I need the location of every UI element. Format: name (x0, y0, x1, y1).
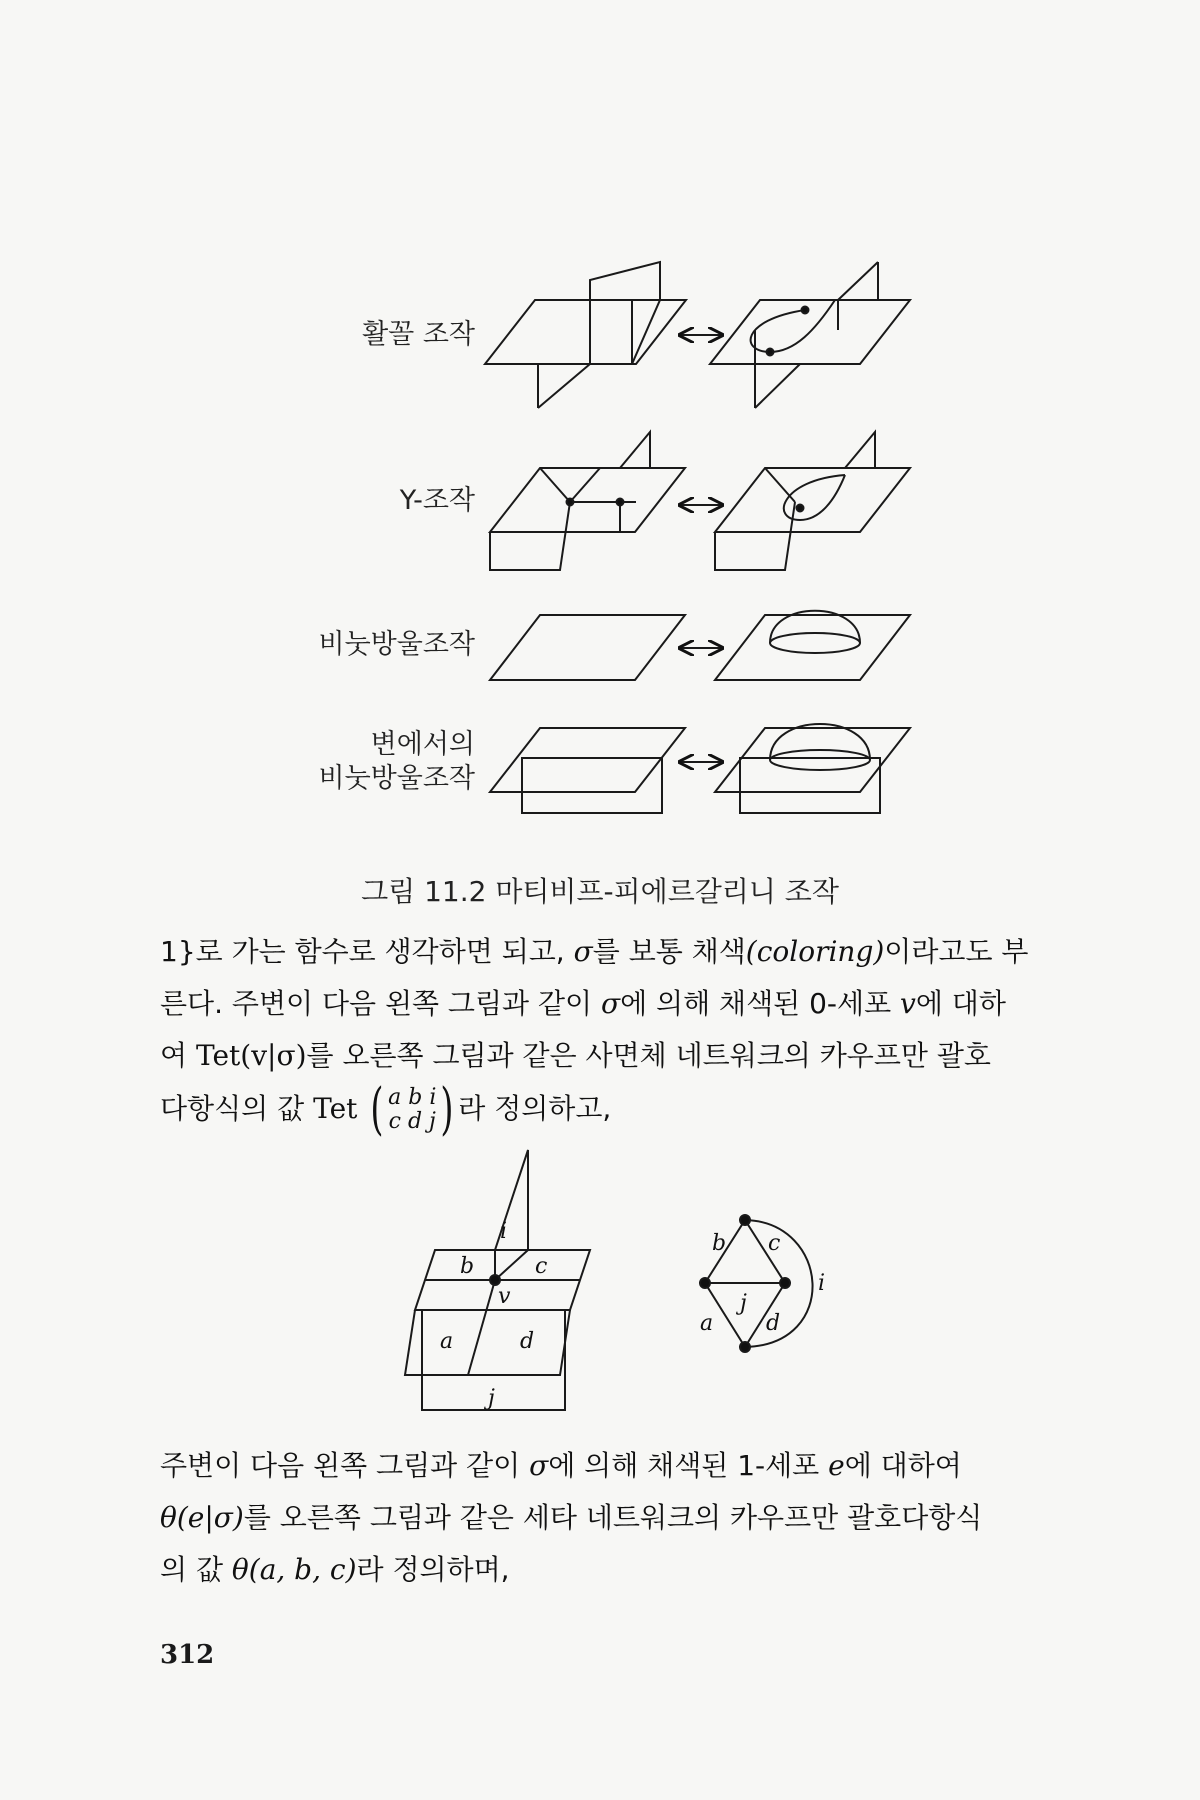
text: 다항식의 값 (160, 1092, 305, 1125)
label-edge-bubble-line1: 변에서의 (370, 729, 475, 760)
bubble-move-right (715, 611, 910, 680)
v-symbol: v (900, 987, 916, 1020)
para2-line3 (160, 1544, 1065, 1596)
label-i-left: i (500, 1219, 508, 1244)
tet-matrix: ( a b i c d j ) (370, 1077, 454, 1142)
bubble-move-left (490, 615, 685, 680)
sigma-symbol: σ (573, 935, 593, 968)
label-y-move: Y-조작 (399, 485, 475, 516)
para1-line2 (160, 978, 1065, 1030)
para2-line1 (160, 1440, 1065, 1492)
label-bubble-move: 비눗방울조작 (318, 629, 475, 660)
matrix-bottom-row: c d j (388, 1109, 436, 1134)
paragraph-1 (160, 926, 1065, 1142)
label-c-right: c (768, 1231, 781, 1256)
e-symbol: e (828, 1449, 845, 1482)
text: 를 오른쪽 그림과 같은 사면체 네트워크의 카우프만 괄호 (306, 1039, 991, 1072)
matrix-top-row: a b i (388, 1085, 437, 1110)
sigma-symbol: σ (529, 1449, 549, 1482)
para1-line1 (160, 926, 1065, 978)
theta-value: θ(a, b, c) (231, 1553, 357, 1586)
text: 를 보통 채색 (592, 935, 746, 968)
label-d-left: d (520, 1329, 535, 1354)
label-edge-bubble-move (260, 728, 475, 796)
label-b-left: b (460, 1254, 475, 1279)
label-d-right: d (766, 1311, 781, 1336)
lune-move-left (485, 262, 686, 408)
coloring-term: (coloring) (745, 935, 885, 968)
edge-bubble-move-left (490, 728, 685, 813)
tet-expression: Tet(v|σ) (195, 1039, 307, 1072)
para1-line3 (160, 1030, 1065, 1082)
edge-bubble-move-right (715, 724, 910, 813)
para2-line2 (160, 1492, 1065, 1544)
paragraph-2 (160, 1440, 1065, 1596)
vertex-tetrahedron-figure (0, 1140, 1200, 1430)
page-number: 312 (160, 1640, 215, 1670)
text: 를 오른쪽 그림과 같은 세타 네트워크의 카우프만 괄호다항식 (243, 1501, 983, 1534)
text: 에 대하 (915, 987, 1006, 1020)
text: 에 대하여 (844, 1449, 962, 1482)
text: 의 값 (160, 1553, 223, 1586)
label-a-right: a (700, 1311, 714, 1336)
label-lune-move: 활꼴 조작 (362, 319, 475, 350)
sigma-symbol: σ (600, 987, 621, 1020)
text: 라 정의하며, (356, 1553, 510, 1586)
label-v-left: v (498, 1284, 511, 1309)
text: 른다. 주변이 다음 왼쪽 그림과 같이 (160, 987, 593, 1020)
text: 주변이 다음 왼쪽 그림과 같이 (160, 1449, 521, 1482)
figure-11-2-diagram (0, 0, 1200, 860)
y-move-left (490, 432, 685, 570)
label-a-left: a (440, 1329, 454, 1354)
figure-caption: 그림 11.2 마티비프-피에르갈리니 조작 (361, 875, 839, 908)
text: 에 의해 채색된 1-세포 (548, 1449, 820, 1482)
label-i-right: i (818, 1271, 826, 1296)
label-b-right: b (712, 1231, 727, 1256)
label-edge-bubble-line2: 비눗방울조작 (318, 763, 475, 794)
text: 라 정의하고, (458, 1092, 612, 1125)
text: 1}로 가는 함수로 생각하면 되고, (160, 935, 565, 968)
lune-move-right (710, 262, 910, 408)
label-j-right: j (740, 1291, 747, 1316)
label-c-left: c (535, 1254, 548, 1279)
text: 에 의해 채색된 0-세포 (620, 987, 892, 1020)
text: 이라고도 부 (884, 935, 1029, 968)
y-move-right (715, 432, 910, 570)
para1-line4 (160, 1077, 1065, 1142)
tet-symbol: Tet (313, 1092, 358, 1125)
theta-expression: θ(e|σ) (160, 1501, 244, 1534)
label-j-left: j (488, 1386, 495, 1411)
text: 여 (160, 1039, 188, 1072)
